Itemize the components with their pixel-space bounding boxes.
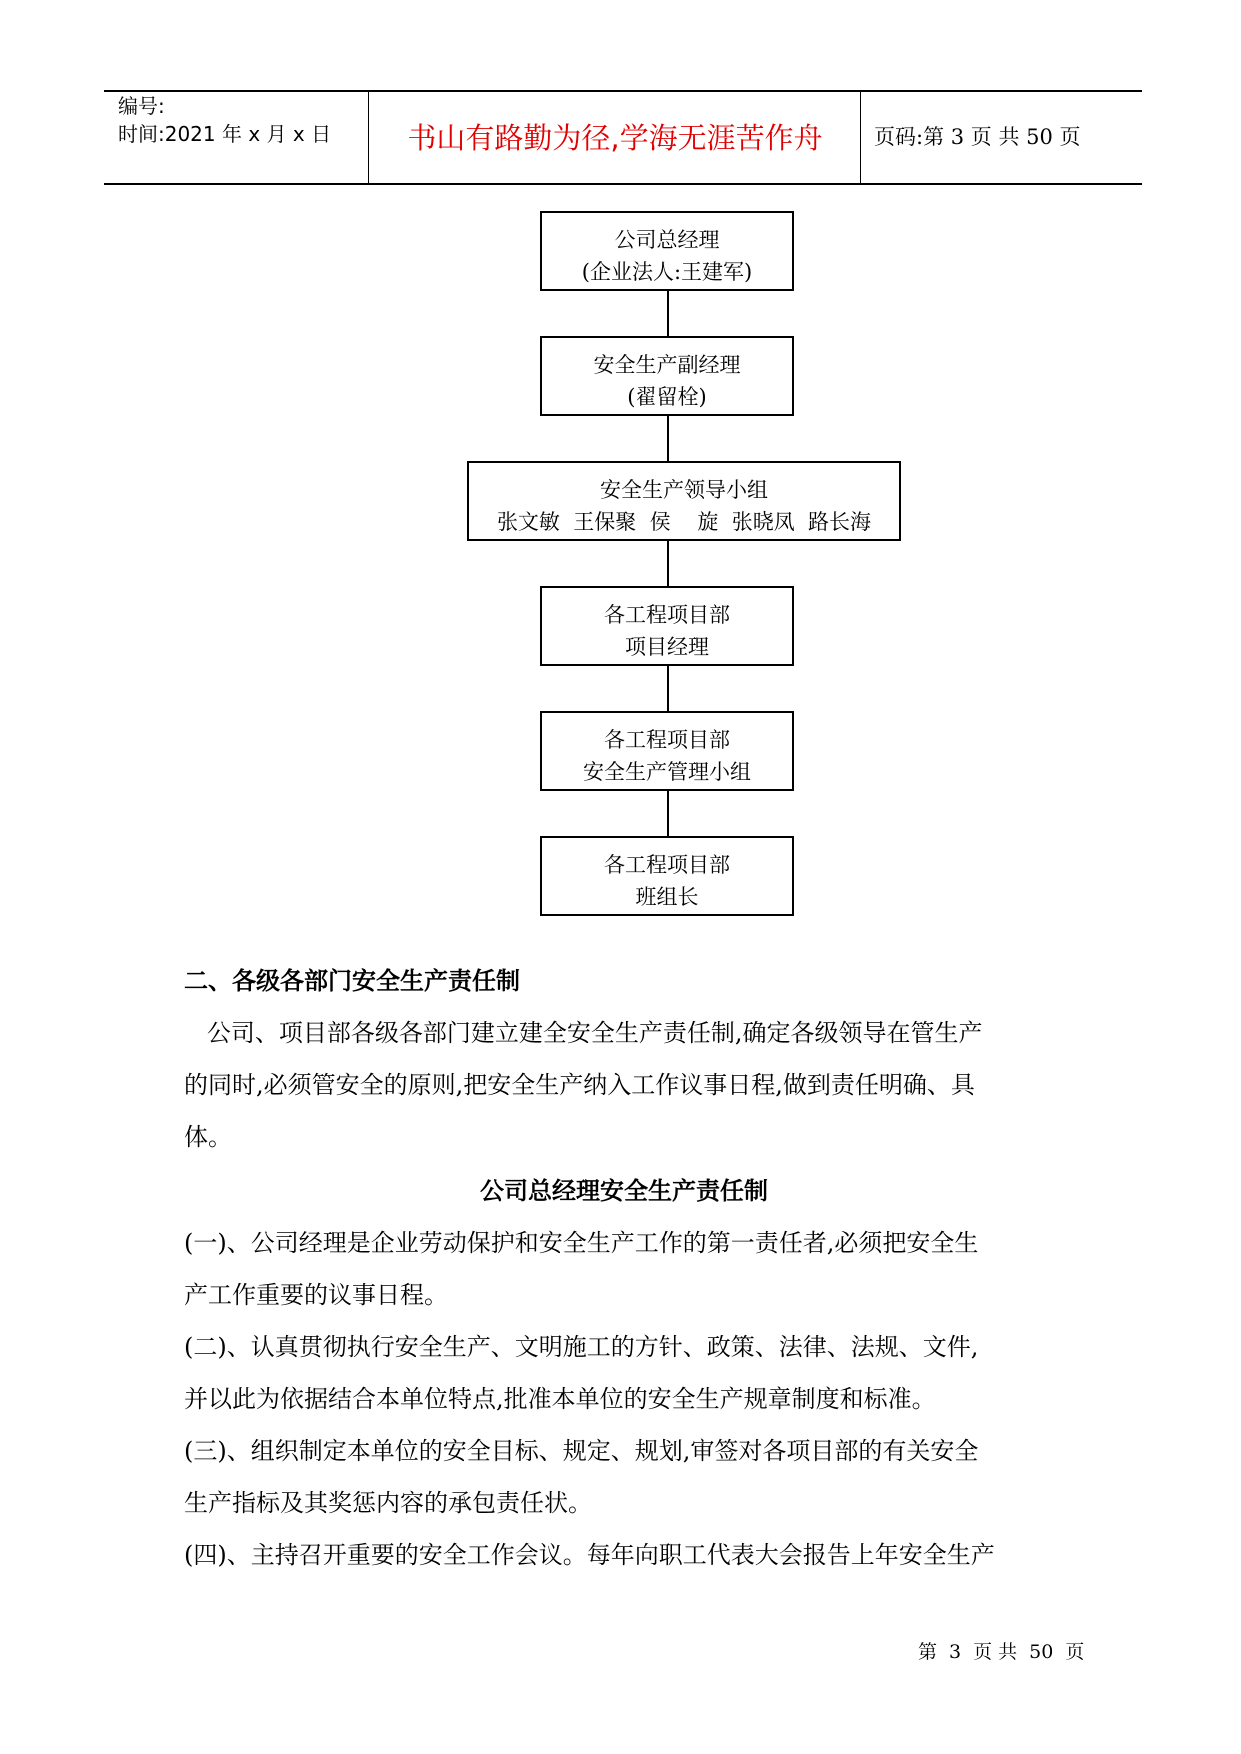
org-box-project-manager (540, 586, 794, 666)
org-box-safety-leading-group (467, 461, 901, 541)
footer-mid: 页 共 (973, 1641, 1018, 1663)
intro-line: 体。 (184, 1123, 232, 1151)
org-box-safety-deputy-manager (540, 336, 794, 416)
section-heading: 二、各级各部门安全生产责任制 (184, 966, 520, 995)
footer-suffix: 页 (1065, 1641, 1085, 1663)
org-box-subtitle: (翟留栓) (627, 385, 707, 409)
subsection-heading: 公司总经理安全生产责任制 (480, 1176, 768, 1205)
org-connector (667, 540, 669, 587)
footer-page-number: 3 (949, 1641, 962, 1663)
org-connector (667, 790, 669, 837)
org-box-title: 各工程项目部 (604, 853, 730, 877)
org-box-team-leader (540, 836, 794, 916)
header-time-label: 时间:2021 年 x 月 x 日 (118, 122, 332, 146)
org-box-subtitle: 项目经理 (625, 635, 709, 659)
org-box-title: 安全生产副经理 (593, 353, 741, 377)
item-line: 产工作重要的议事日程。 (184, 1281, 448, 1309)
intro-line: 公司、项目部各级各部门建立建全安全生产责任制,确定各级领导在管生产 (184, 1019, 983, 1047)
header-motto: 书山有路勤为径,学海无涯苦作舟 (407, 121, 823, 155)
header-top-rule (104, 90, 1142, 92)
org-box-subtitle: (企业法人:王建军) (581, 260, 753, 284)
item-line: (三)、组织制定本单位的安全目标、规定、规划,审签对各项目部的有关安全 (184, 1437, 979, 1465)
header-number-label: 编号: (118, 94, 165, 118)
footer-total-pages: 50 (1029, 1641, 1054, 1663)
org-box-title: 安全生产领导小组 (600, 478, 768, 502)
org-connector (667, 290, 669, 337)
org-box-subtitle: 张文敏 王保聚 侯 旋 张晓凤 路长海 (496, 510, 872, 534)
item-line: (四)、主持召开重要的安全工作会议。每年向职工代表大会报告上年安全生产 (184, 1541, 995, 1569)
item-line: 并以此为依据结合本单位特点,批准本单位的安全生产规章制度和标准。 (184, 1385, 936, 1413)
intro-line: 的同时,必须管安全的原则,把安全生产纳入工作议事日程,做到责任明确、具 (184, 1071, 975, 1099)
org-box-title: 公司总经理 (614, 228, 720, 252)
header-divider-right (860, 90, 861, 184)
org-box-general-manager (540, 211, 794, 291)
org-connector (667, 415, 669, 462)
footer-prefix: 第 (918, 1641, 938, 1663)
item-line: (二)、认真贯彻执行安全生产、文明施工的方针、政策、法律、法规、文件, (184, 1333, 979, 1361)
page-footer (912, 1640, 1090, 1664)
org-box-title: 各工程项目部 (604, 728, 730, 752)
org-box-subtitle: 班组长 (635, 885, 699, 909)
org-connector (667, 665, 669, 712)
header-divider-left (368, 90, 369, 184)
org-box-title: 各工程项目部 (604, 603, 730, 627)
org-box-subtitle: 安全生产管理小组 (583, 760, 751, 784)
header-bottom-rule (104, 183, 1142, 185)
item-line: 生产指标及其奖惩内容的承包责任状。 (184, 1489, 592, 1517)
header-page-info: 页码:第 3 页 共 50 页 (874, 125, 1081, 149)
item-line: (一)、公司经理是企业劳动保护和安全生产工作的第一责任者,必须把安全生 (184, 1229, 979, 1257)
org-box-project-safety-group (540, 711, 794, 791)
